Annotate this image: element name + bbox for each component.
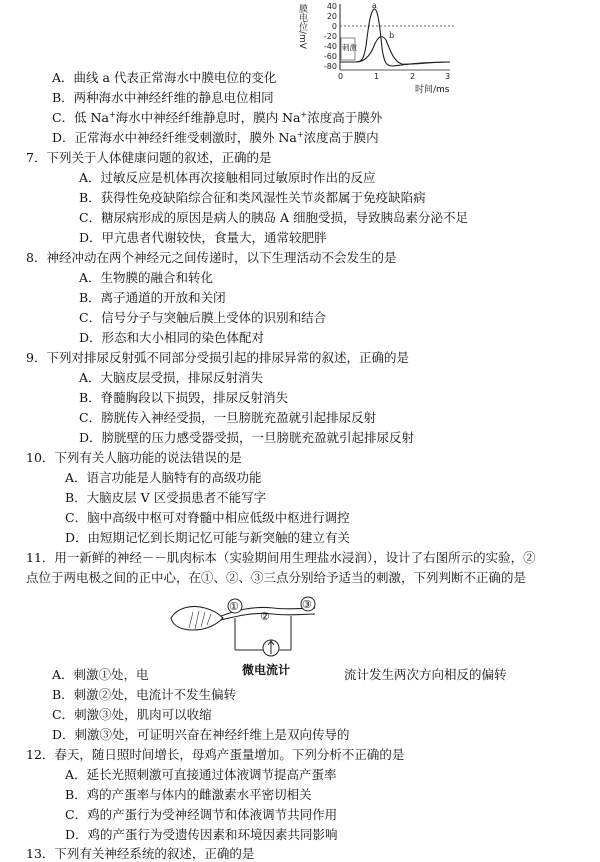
q6-option-d: [52, 130, 379, 146]
y-tick: 0: [331, 22, 337, 31]
q7-option-d: D．甲亢患者代谢较快，食量大，通常较肥胖: [79, 230, 327, 245]
q6-option-c-part2: 海水中神经纤维静息时，膜内 Na: [115, 110, 301, 125]
q8-option-c: C．信号分子与突触后膜上受体的识别和结合: [79, 310, 327, 325]
galvanometer-label: 微电流计: [242, 663, 291, 677]
q12-option-c: C．鸡的产蛋行为受神经调节和体液调节共同作用: [65, 807, 338, 822]
x-tick: 3: [445, 72, 451, 80]
point-1-label: ①: [229, 600, 239, 613]
y-tick: -80: [323, 62, 337, 71]
y-tick: -20: [323, 32, 337, 41]
q9-stem: 9．下列对排尿反射弧不同部分受损引起的排尿异常的叙述，正确的是: [26, 350, 409, 365]
q8-option-d: D．形态和大小相同的染色体配对: [79, 330, 265, 345]
y-tick: -60: [323, 52, 337, 61]
q7-option-a: A．过敏反应是机体再次接触相同过敏原时作出的反应: [79, 170, 376, 185]
point-3-label: ③: [302, 598, 312, 611]
q11-option-a-part2: 流计发生两次方向相反的偏转: [344, 667, 507, 682]
q11-stem-line2: 点位于两电极之间的正中心，在①、②、③三点分别给予适当的刺激，下列判断不正确的是: [26, 570, 527, 585]
q9-option-d: D．膀胱壁的压力感受器受损，一旦膀胱充盈就引起排尿反射: [79, 430, 415, 445]
q6-option-d-part2: 浓度高于膜内: [303, 130, 379, 145]
q6-option-b: B．两种海水中神经纤维的静息电位相同: [52, 90, 274, 105]
y-tick: 20: [326, 12, 337, 21]
x-axis-label-text: 时间/ms: [415, 85, 450, 95]
q7-stem: 7．下列关于人体健康问题的叙述，正确的是: [26, 150, 272, 165]
q13-stem: 13．下列有关神经系统的叙述，正确的是: [26, 846, 255, 861]
q6-option-c-part1: C．低 Na: [52, 110, 109, 125]
q12-stem: 12．春天，随日照时间增长，母鸡产蛋量增加。下列分析不正确的是: [26, 747, 405, 762]
superscript-plus: +: [108, 109, 116, 119]
x-tick: 1: [374, 72, 380, 80]
q8-stem: 8．神经冲动在两个神经元之间传递时，以下生理活动不会发生的是: [26, 250, 397, 265]
q8-option-a: A．生物膜的融合和转化: [79, 270, 214, 285]
q9-option-a: A．大脑皮层受损，排尿反射消失: [79, 370, 264, 385]
curve-a: [340, 9, 450, 66]
curve-b: [356, 37, 450, 65]
q12-option-b: B．鸡的产蛋率与体内的雌激素水平密切相关: [65, 787, 312, 802]
superscript-plus: +: [296, 129, 304, 139]
superscript-plus: +: [300, 109, 308, 119]
q7-option-b: B．获得性免疫缺陷综合征和类风湿性关节炎都属于免疫缺陷病: [79, 190, 426, 205]
q11-option-c: C．刺激③处，肌肉可以收缩: [52, 707, 212, 722]
curve-b-label: b: [389, 31, 395, 40]
y-axis-label: 膜电位/mV: [297, 4, 307, 49]
curve-a-label: a: [372, 1, 377, 10]
q11-option-d: D．刺激③处，可证明兴奋在神经纤维上是双向传导的: [52, 727, 350, 742]
q10-stem: 10．下列有关人脑功能的说法错误的是: [26, 450, 242, 465]
q6-option-c-part3: 浓度高于膜外: [307, 110, 383, 125]
q11-stem-line1: 11．用一新鲜的神经－－肌肉标本（实验期间用生理盐水浸润），设计了右图所示的实验，②: [26, 550, 536, 565]
y-tick: -40: [323, 42, 337, 51]
point-2-label: ②: [260, 610, 270, 623]
q6-option-a: A．曲线 a 代表正常海水中膜电位的变化: [52, 70, 277, 85]
q12-option-a: A．延长光照刺激可直接通过体液调节提高产蛋率: [65, 767, 337, 782]
x-tick: 2: [410, 72, 416, 80]
q6-option-d-part1: D．正常海水中神经纤维受刺激时，膜外 Na: [52, 130, 297, 145]
y-tick: 40: [326, 2, 337, 11]
stimulus-label: 刺激: [342, 43, 357, 52]
q9-option-b: B．脊髓胸段以下损毁，排尿反射消失: [79, 390, 289, 405]
q9-option-c: C．膀胱传入神经受损，一旦膀胱充盈就引起排尿反射: [79, 410, 377, 425]
q11-option-b: B．刺激②处，电流计不发生偏转: [52, 687, 237, 702]
q10-option-b: B．大脑皮层 V 区受损患者不能写字: [65, 490, 267, 505]
q6-option-c: [52, 110, 382, 126]
muscle-shape: [171, 606, 223, 630]
q7-option-c: C．糖尿病形成的原因是病人的胰岛 A 细胞受损，导致胰岛素分泌不足: [79, 210, 469, 225]
x-tick: 0: [338, 72, 344, 80]
membrane-potential-figure: [290, 0, 460, 80]
q10-option-a: A．语言功能是人脑特有的高级功能: [65, 470, 262, 485]
q8-option-b: B．离子通道的开放和关闭: [79, 290, 226, 305]
q11-option-a-part1: A．刺激①处，电: [52, 667, 149, 682]
q12-option-d: D．鸡的产蛋行为受遗传因素和环境因素共同影响: [65, 827, 338, 842]
q10-option-c: C．脑中高级中枢可对脊髓中相应低级中枢进行调控: [65, 510, 350, 525]
q10-option-d: D．由短期记忆到长期记忆可能与新突触的建立有关: [65, 530, 351, 545]
